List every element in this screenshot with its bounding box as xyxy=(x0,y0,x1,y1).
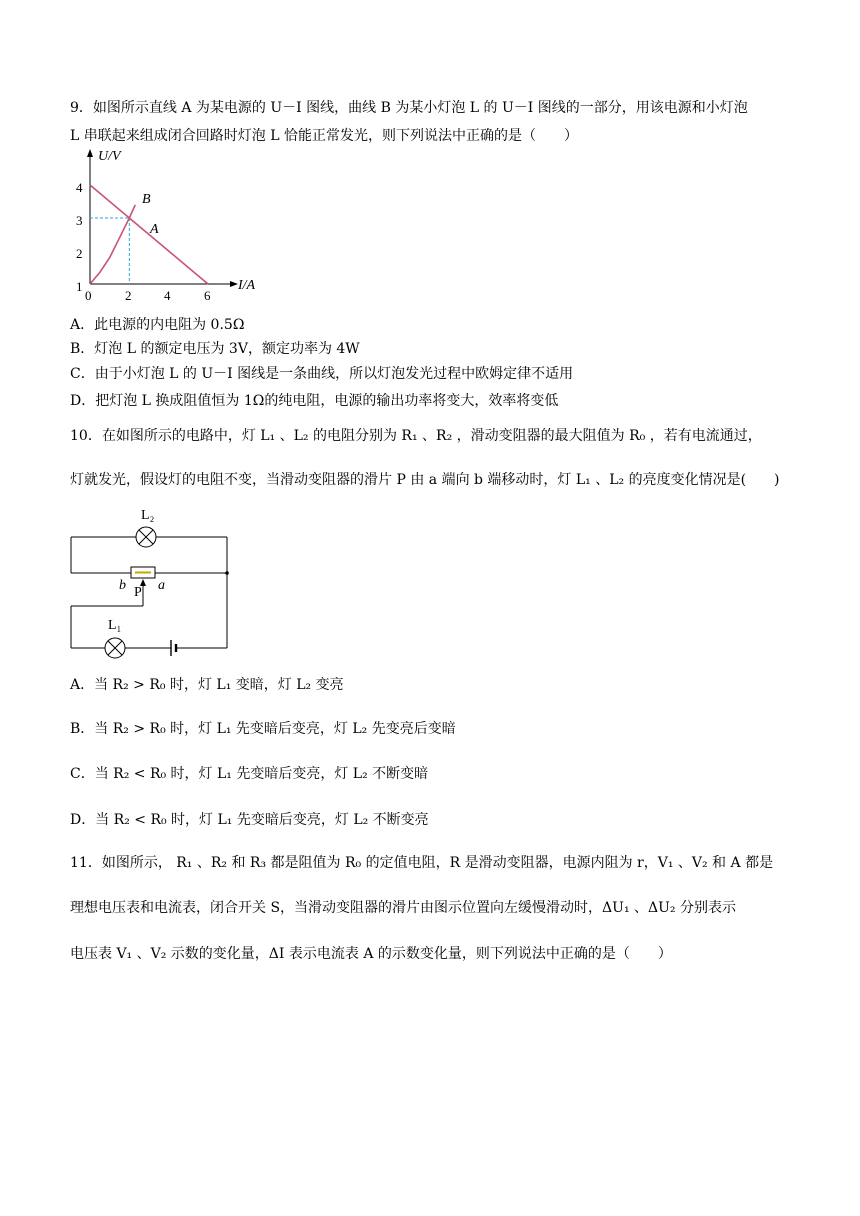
y-tick-label: 2 xyxy=(76,246,83,261)
junction-dot xyxy=(225,571,229,575)
rheostat-end-b: b xyxy=(119,578,126,593)
q10-stem-line1: 10．在如图所示的电路中，灯 L₁ 、L₂ 的电阻分别为 R₁ 、R₂ ，滑动变阻器的最大阻值为 R₀ ，若有电流通过， xyxy=(70,428,762,444)
lamp-l1-label: L₁ xyxy=(108,618,122,633)
battery-icon xyxy=(171,640,176,656)
q10-stem-line2: 灯就发光，假设灯的电阻不变，当滑动变阻器的滑片 P 由 a 端向 b 端移动时，灯 L₁ 、L₂ 的亮度变化情况是( ) xyxy=(70,472,780,488)
slider-label-p: P xyxy=(134,585,142,600)
x-tick-label: 0 xyxy=(85,288,92,303)
x-tick-label: 6 xyxy=(204,288,211,303)
rheostat-end-a: a xyxy=(158,578,165,593)
lamp-l2-label: L₂ xyxy=(141,508,155,523)
y-axis-label: U/V xyxy=(98,149,121,164)
q10-option-c: C．当 R₂ < R₀ 时，灯 L₁ 先变暗后变亮，灯 L₂ 不断变暗 xyxy=(70,766,429,782)
x-tick-label: 4 xyxy=(164,288,171,303)
q9-ui-graph xyxy=(70,146,270,306)
x-axis-label: I/A xyxy=(238,278,256,293)
y-tick-label: 4 xyxy=(76,180,83,195)
lamp-l1-icon xyxy=(105,638,125,658)
q11-line2: 理想电压表和电流表，闭合开关 S，当滑动变阻器的滑片由图示位置向左缓慢滑动时，ΔU₁ 、ΔU₂ 分别表示 xyxy=(70,900,736,916)
q9-stem-line2: L 串联起来组成闭合回路时灯泡 L 恰能正常发光，则下列说法中正确的是（ ） xyxy=(70,128,578,144)
q11-line1: 11．如图所示， R₁ 、R₂ 和 R₃ 都是阻值为 R₀ 的定值电阻，R 是滑动变阻器，电源内阻为 r，V₁ 、V₂ 和 A 都是 xyxy=(70,855,774,871)
curve-label-b: B xyxy=(142,192,151,207)
q9-option-d: D．把灯泡 L 换成阻值恒为 1Ω的纯电阻，电源的输出功率将变大，效率将变低 xyxy=(70,393,559,409)
lamp-l2-icon xyxy=(136,527,156,547)
q10-option-a: A．当 R₂ > R₀ 时，灯 L₁ 变暗，灯 L₂ 变亮 xyxy=(70,677,344,693)
line-label-a: A xyxy=(150,222,159,237)
y-axis-arrow xyxy=(87,149,93,157)
q10-option-b: B．当 R₂ > R₀ 时，灯 L₁ 先变暗后变亮，灯 L₂ 先变亮后变暗 xyxy=(70,721,456,737)
q9-option-b: B．灯泡 L 的额定电压为 3V，额定功率为 4W xyxy=(70,341,360,357)
y-tick-label: 1 xyxy=(76,279,83,294)
q10-option-d: D．当 R₂ < R₀ 时，灯 L₁ 先变暗后变亮，灯 L₂ 不断变亮 xyxy=(70,812,429,828)
y-tick-label: 3 xyxy=(76,213,83,228)
x-tick-label: 2 xyxy=(125,288,132,303)
q9-option-c: C．由于小灯泡 L 的 U－I 图线是一条曲线，所以灯泡发光过程中欧姆定律不适用 xyxy=(70,366,574,382)
q9-option-a: A．此电源的内电阻为 0.5Ω xyxy=(70,317,245,333)
q11-line3: 电压表 V₁ 、V₂ 示数的变化量，ΔI 表示电流表 A 的示数变化量，则下列说法中正确的是（ ） xyxy=(70,946,672,962)
x-axis-arrow xyxy=(230,281,238,287)
q9-stem-line1: 9．如图所示直线 A 为某电源的 U－I 图线，曲线 B 为某小灯泡 L 的 U－I 图线的一部分，用该电源和小灯泡 xyxy=(70,100,748,116)
q10-circuit-diagram xyxy=(62,500,242,665)
